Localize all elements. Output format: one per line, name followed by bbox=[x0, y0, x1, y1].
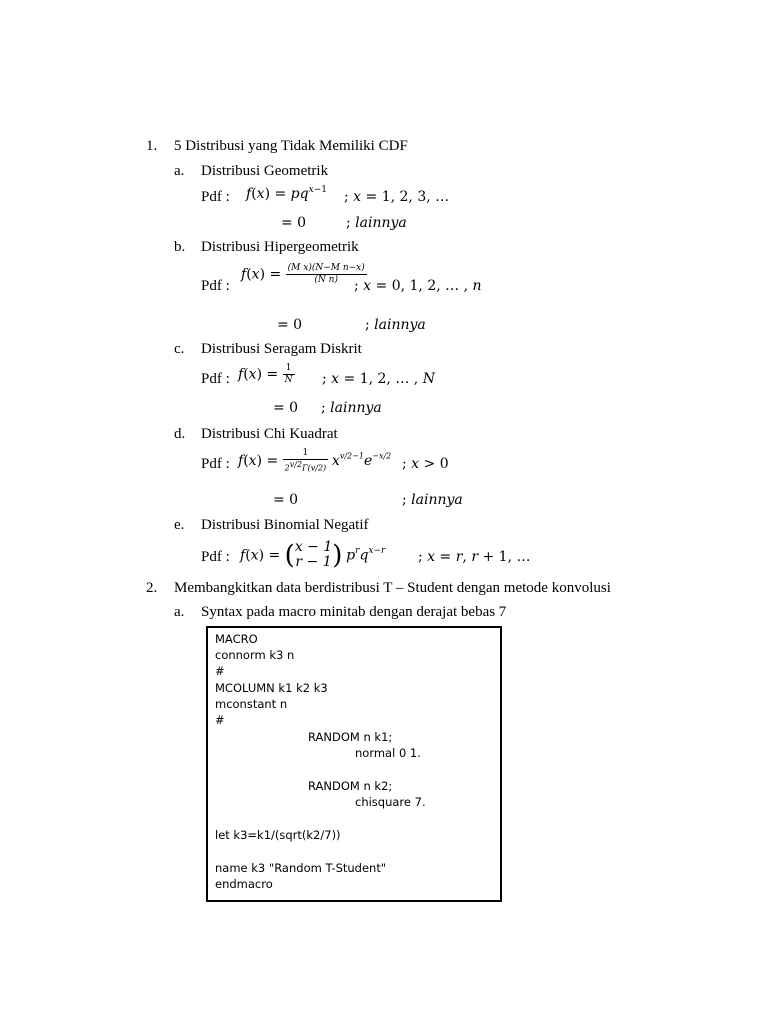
item-b-pdf-label: Pdf : bbox=[201, 278, 230, 294]
code-line: MACRO bbox=[215, 632, 258, 646]
code-line: normal 0 1. bbox=[355, 746, 421, 760]
item-b-title: Distribusi Hipergeometrik bbox=[201, 239, 359, 255]
item-a-title: Distribusi Geometrik bbox=[201, 163, 329, 179]
item-c-zero: = 0 bbox=[273, 400, 299, 416]
item-a-zero: = 0 bbox=[281, 215, 307, 231]
code-line: MCOLUMN k1 k2 k3 bbox=[215, 681, 328, 695]
code-line: RANDOM n k1; bbox=[308, 730, 393, 744]
item-b-otherwise: ; lainnya bbox=[365, 317, 426, 333]
code-line: mconstant n bbox=[215, 697, 288, 711]
code-line: endmacro bbox=[215, 877, 273, 891]
item-e-formula: f(x) = ( x − 1 r − 1 ) $p^rq^{x-r}$ bbox=[240, 539, 386, 571]
code-line: name k3 "Random T-Student" bbox=[215, 861, 387, 875]
code-line: RANDOM n k2; bbox=[308, 779, 393, 793]
code-line: chisquare 7. bbox=[355, 795, 426, 809]
item-d-zero: = 0 bbox=[273, 492, 299, 508]
item-a-otherwise: ; lainnya bbox=[346, 215, 407, 231]
code-line: # bbox=[215, 664, 225, 678]
item-c-letter: c. bbox=[174, 341, 185, 357]
section-1-number: 1. bbox=[146, 138, 158, 154]
code-line: let k3=k1/(sqrt(k2/7)) bbox=[215, 828, 341, 842]
item-c-domain: ; x = 1, 2, … , N bbox=[322, 371, 435, 387]
item-e-domain: ; x = r, r + 1, … bbox=[418, 549, 531, 565]
item-a-domain: ; x = 1, 2, 3, … bbox=[344, 189, 450, 205]
item-b-zero: = 0 bbox=[277, 317, 303, 333]
item-b-domain: ; x = 0, 1, 2, … , n bbox=[354, 278, 482, 294]
item-d-otherwise: ; lainnya bbox=[402, 492, 463, 508]
section-2-sub-title: Syntax pada macro minitab dengan derajat bebas 7 bbox=[201, 604, 507, 620]
item-e-pdf-label: Pdf : bbox=[201, 549, 230, 565]
item-c-otherwise: ; lainnya bbox=[321, 400, 382, 416]
section-1-title: 5 Distribusi yang Tidak Memiliki CDF bbox=[174, 138, 408, 154]
item-a-letter: a. bbox=[174, 163, 185, 179]
item-d-title: Distribusi Chi Kuadrat bbox=[201, 426, 338, 442]
section-2-sub-letter: a. bbox=[174, 604, 185, 620]
item-a-pdf-label: Pdf : bbox=[201, 189, 230, 205]
item-b-letter: b. bbox=[174, 239, 186, 255]
code-line: connorm k3 n bbox=[215, 648, 295, 662]
item-a-formula: $f(x) = pq^{x-1}$ bbox=[246, 185, 327, 202]
item-c-formula: f(x) = $\frac{1}{N}$ bbox=[238, 363, 293, 385]
item-c-title: Distribusi Seragam Diskrit bbox=[201, 341, 362, 357]
item-e-title: Distribusi Binomial Negatif bbox=[201, 517, 369, 533]
section-2-number: 2. bbox=[146, 580, 158, 596]
item-b-formula: f(x) = $\frac{\text{(M x)(N−M n−x)}}{\text{(N n)}}$ bbox=[241, 263, 365, 285]
item-e-letter: e. bbox=[174, 517, 185, 533]
item-d-letter: d. bbox=[174, 426, 186, 442]
item-c-pdf-label: Pdf : bbox=[201, 371, 230, 387]
item-d-formula: f(x) = $\frac{1}{2^{v/2}\Gamma(v/2)}$ $x^{v/2-1}e^{-x/2}$ bbox=[238, 448, 392, 473]
section-2-title: Membangkitkan data berdistribusi T – Student dengan metode konvolusi bbox=[174, 580, 611, 596]
item-d-domain: ; x > 0 bbox=[402, 456, 449, 472]
code-line: # bbox=[215, 713, 225, 727]
item-d-pdf-label: Pdf : bbox=[201, 456, 230, 472]
